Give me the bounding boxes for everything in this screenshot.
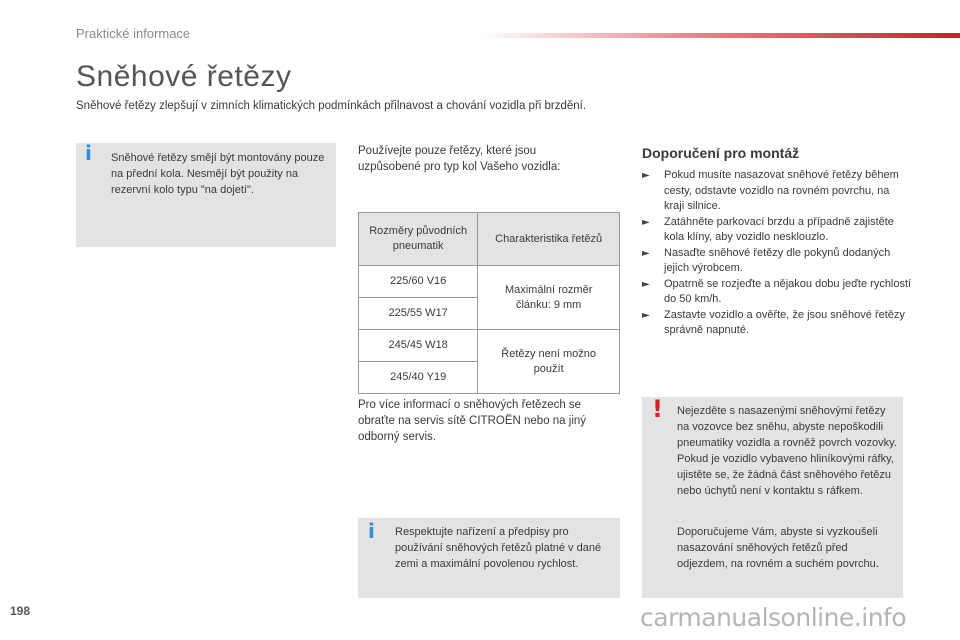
table-header-tyres: Rozměry původních pneumatik [359, 213, 478, 266]
warning-text: Doporučujeme Vám, abyste si vyzkoušeli nasazování sněhových řetězů před odjezdem, na rovném a suchém povrchu. [677, 526, 879, 570]
recommendations-title: Doporučení pro montáž [642, 145, 800, 161]
arrow-bullet-icon: ► [642, 247, 650, 259]
table-cell-characteristic: Maximální rozměr článku: 9 mm [478, 266, 620, 330]
warning-box [642, 397, 903, 598]
arrow-bullet-icon: ► [642, 278, 650, 290]
chain-table [358, 212, 620, 394]
watermark: carmanualsonline.info [640, 603, 907, 632]
table-cell-size: 225/55 W17 [359, 298, 478, 330]
table-cell-size: 245/45 W18 [359, 330, 478, 362]
list-item: ► Zatáhněte parkovací brzdu a případně zajistěte kola klíny, aby vozidlo nesklouzlo. [642, 215, 894, 243]
list-item: ► Opatrně se rozjeďte a nějakou dobu jeďte rychlostí do 50 km/h. [642, 277, 912, 305]
usage-text: Používejte pouze řetězy, které jsou uzpůsobené pro typ kol Vašeho vozidla: [358, 145, 561, 173]
table-cell-characteristic: Řetězy není možno použít [478, 330, 620, 394]
intro-text: Sněhové řetězy zlepšují v zimních klimatických podmínkách přilnavost a chování vozidla při brzdění. [76, 100, 587, 112]
page-number: 198 [10, 604, 31, 618]
section-header: Praktické informace [76, 26, 191, 41]
table-cell-size: 225/60 V16 [359, 266, 478, 298]
list-item: ► Zastavte vozidlo a ověřte, že jsou sněhové řetězy správně napnuté. [642, 308, 905, 336]
arrow-bullet-icon: ► [642, 216, 650, 228]
more-info-text: Pro více informací o sněhových řetězech se obraťte na servis sítě CITROËN nebo na jiný odborný servis. [358, 399, 587, 443]
page-title: Sněhové řetězy [76, 60, 292, 93]
info-icon: i [368, 519, 375, 543]
list-item: ► Nasaďte sněhové řetězy dle pokynů dodaných jejich výrobcem. [642, 246, 891, 274]
table-cell-size: 245/40 Y19 [359, 362, 478, 394]
recommendations-list [642, 168, 912, 339]
warning-text: Nejezděte s nasazenými sněhovými řetězy na vozovce bez sněhu, abyste nepoškodili pneumatiky vozidla a rovněž povrch vozovky. Pokud je vozidlo vybaveno hliníkovými ráfky, ujistěte se, že žádná část sněhového řetězu nebo úchytů není v kontaktu s ráfkem. [677, 405, 897, 497]
warning-icon: ! [652, 395, 663, 423]
info-box-front-wheels [76, 143, 336, 247]
info-box-regulations [358, 518, 620, 598]
info-box-text: Respektujte nařízení a předpisy pro používání sněhových řetězů platné v dané zemi a maximální povolenou rychlost. [395, 526, 602, 570]
arrow-bullet-icon: ► [642, 170, 650, 181]
info-icon: i [85, 141, 92, 165]
arrow-bullet-icon: ► [642, 309, 650, 321]
info-box-text: Sněhové řetězy smějí být montovány pouze na přední kola. Nesmějí být použity na rezervní kolo typu "na dojetí". [111, 152, 325, 196]
table-header-chains: Charakteristika řetězů [478, 213, 620, 266]
list-item: ► Pokud musíte nasazovat sněhové řetězy během cesty, odstavte vozidlo na rovném povrchu, na kraji silnice. [642, 169, 899, 212]
header-accent-line [480, 33, 960, 38]
